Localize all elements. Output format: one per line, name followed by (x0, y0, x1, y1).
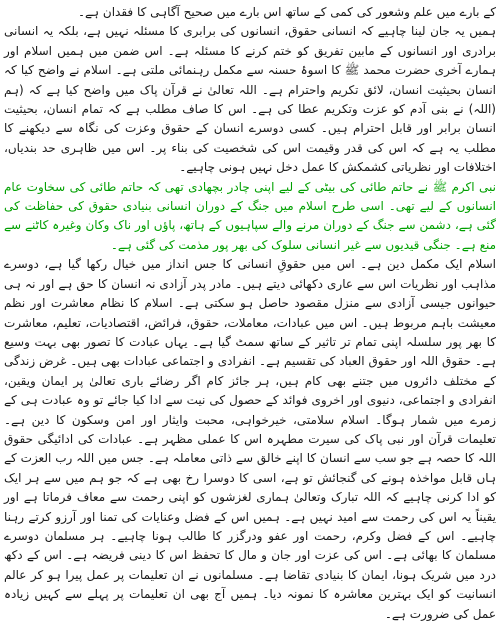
paragraph-2 (4, 178, 496, 256)
text-run: نبی اکرم ﷺ نے حاتم طائی کی بیٹی کے لیے اپنی چادر بچھادی تھی کہ حاتم طائی کی سخاوت عام انسانوں کے لیے تھی۔ اسی طرح اسلام میں جنگ کے دوران انسانی بنیادی حقوق کی حفاظت کی گئی ہے، دشمن سے جنگ کے دوران مرنے والے سپاہیوں کے ہاتھ، پاؤں اور ناک وکان وغیرہ کاٹنے سے منع ہے۔ (4, 179, 496, 252)
text-run: مادر پدر آزادی نہ انسان کا حق ہے اور نہ ہی حیوانوں جیسی آزادی سے منزل مقصود حاصل ہو سکتی ہے۔ اسلام کا نظام معاشرت اور نظم معیشت باہم مربوط ہیں۔ اس میں عبادات، معاملات، حقوق، فرائض، اقتصادیات، تعلیم، معاشرت کا بھر پور سلسلہ اپنی تمام تر تاثیر کے ساتھ سمٹ گیا ہے۔ یہاں عبادت کا تصور بھی بہت وسیع ہے۔ حقوق اللہ اور حقوق العباد کی تقسیم ہے۔ انفرادی و اجتماعی عبادات بھی ہیں۔ غرض زندگی کے مختلف دائروں میں جتنے بھی کام ہیں، ہر جائز کام اگر رضائے باری تعالیٰ پر ایمان ویقین، انفرادی و اجتماعی، دنیوی اور اخروی فوائد کے حصول کی نیت سے ادا کیا جائے تو وہ عبادت ہی کے زمرے میں شمار ہوگا۔ اسلام سلامتی، خیرخواہی، محبت وایثار اور امن وسکون کا دین ہے۔ تعلیمات قرآن اور نبی پاک کی سیرت مطہرہ اس کا عملی مظہر ہے۔ عبادات کی ادائیگی حقوق اللہ کا حصہ ہے جو سب سے انسان کا اپنے خالق سے ذاتی معاملہ ہے۔ جس میں اللہ رب العزت کے ہاں قابل مواخذہ ہونے کی گنجائش تو ہے، اسی کا دوسرا رخ بھی ہے کہ جو ہم میں سے ہر ایک کو ادا کرنی چاہیے کہ اللہ تبارک وتعالیٰ ہماری لغزشوں کو اپنی رحمت سے معاف فرماتا ہے اور یقیناً یہ اس کی رحمت سے امید نہیں ہے۔ ہمیں اس کے فضل وعنایات کی تمنا اور آرزو کرتے رہنا چاہیے۔ اس کے فضل وکرم، رحمت اور عفو ودرگزر کا طالب ہونا چاہیے۔ ہر مسلمان دوسرے مسلمان کا بھائی ہے۔ اس کی عزت اور جان و مال کا تحفظ اس کا دینی فریضہ ہے۔ اس کے دکھ درد میں شریک ہونا، ایمان کا بنیادی تقاضا ہے۔ مسلمانوں نے ان تعلیمات پر عمل پیرا ہو کر عالم انسانیت کو ایک بہترین معاشرہ کا نمونہ دیا۔ ہمیں آج بھی ان تعلیمات پر پہلے سے کہیں زیادہ عمل کی ضرورت ہے۔ (4, 276, 496, 621)
text-run: کے بارے میں علم وشعور کی کمی کے ساتھ اس بارے میں صحیح آگاہی کا فقدان ہے۔ (77, 5, 496, 19)
paragraph-1 (4, 3, 496, 178)
text-run: اسلام ایک مکمل دین ہے۔ اس میں حقوقِ انسانی کا جس انداز میں خیال رکھا گیا ہے، دوسرے مذاہب اور نظریات اس سے عاری دکھائی دیتے ہیں۔ (4, 257, 496, 291)
text-run: جنگی قیدیوں سے غیر انسانی سلوک کی بھر پور مذمت کی گئی ہے۔ (110, 237, 455, 252)
paragraph-3 (4, 255, 496, 624)
text-run: ہمیں یہ جان لینا چاہیے کہ انسانی حقوق، انسانوں کی برابری کا مسئلہ نہیں ہے، بلکہ یہ انسانی برادری اور انسانوں کے مابین تفریق کو ختم کرنے کا مسئلہ ہے۔ اس ضمن میں ہمیں اسلام اور ہمارے آخری حضرت محمد ﷺ کا اسوۂ حسنہ سے مکمل رہنمائی ملتی ہے۔ اسلام نے واضح کیا کہ انسان بحیثیت انسان، لائق تکریم واحترام ہے۔ اللہ تعالیٰ نے قرآن پاک میں واضح کیا ہے کہ (ہم (اللہ) نے بنی آدم کو عزت وتکریم عطا کی ہے۔ اس کا صاف مطلب ہے کہ تمام انسان، بحیثیت انسان برابر اور قابل احترام ہیں۔ کسی دوسرے انسان کے حقوق وعزت کی نگاہ سے دیکھنے کا مطلب یہ ہے کہ اس کی قدر وقیمت اس کی شخصیت کی بناء پر۔ اس میں ظاہری حد بندیاں، اختلافات اور نظریاتی کشمکش کا عمل دخل نہیں ہونی چاہیے۔ (4, 24, 496, 175)
